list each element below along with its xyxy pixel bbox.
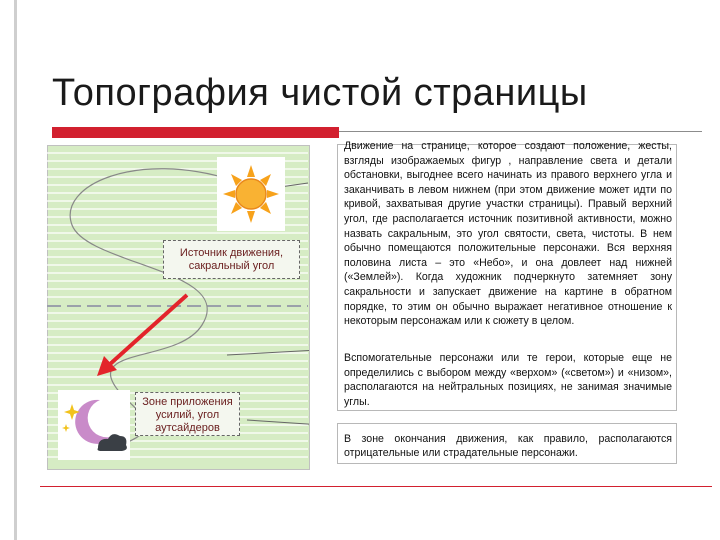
text-ending-paragraph: В зоне окончания движения, как правило, располагаются отрицательные или страдательные персонажи. [344, 433, 672, 459]
footer-rule [40, 486, 712, 487]
title-underline-red [52, 127, 339, 138]
label-outsider-zone: Зоне приложения усилий, угол аутсайдеров [135, 392, 240, 436]
arrow-icon [97, 295, 187, 376]
sun-icon [217, 157, 285, 231]
text-box-main [337, 140, 677, 352]
text-secondary-paragraph: Вспомогательные персонажи или те герои, которые еще не определились с выбором между «верхом» («светом») и «низом», располагаются на нейтральных позициях, не занимая значимые углы. [344, 352, 672, 408]
text-box-ending [337, 423, 677, 464]
page-title: Топография чистой страницы [52, 72, 588, 114]
text-box-secondary [337, 349, 677, 411]
title-underline-gray [339, 131, 702, 132]
slide-left-accent-bar [14, 0, 17, 540]
moon-card [58, 390, 130, 460]
label-source-of-movement: Источник движения, сакральный угол [163, 240, 300, 279]
leader-line-3 [247, 420, 309, 425]
text-main-paragraph: Движение на странице, которое создают положение, жесты, взгляды изображаемых фигур , направление света и детали обстановки, выгоднее всего начинать из правого верхнего угла и заканчивать в левом нижнем (при этом движение может идти по кривой, захватывая другие участки страницы). Правый верхний угол, где располагается источник позитивной активности, можно назвать сакральным, это угол святости, света, чистоты. В нем обычно помещаются положительные персонажи. Вся верхняя половина листа – это «Небо», и она довлеет над нижней («Землей»). Когда художник подчеркнуто затемняет зону сакральности и запускает движение на картине в обратном порядке, то этим он обычно выражает негативное отношение к некоторым персонажам или к сюжету в целом. [344, 140, 672, 328]
moon-cloud-icon [58, 390, 130, 460]
sun-card [217, 157, 285, 231]
